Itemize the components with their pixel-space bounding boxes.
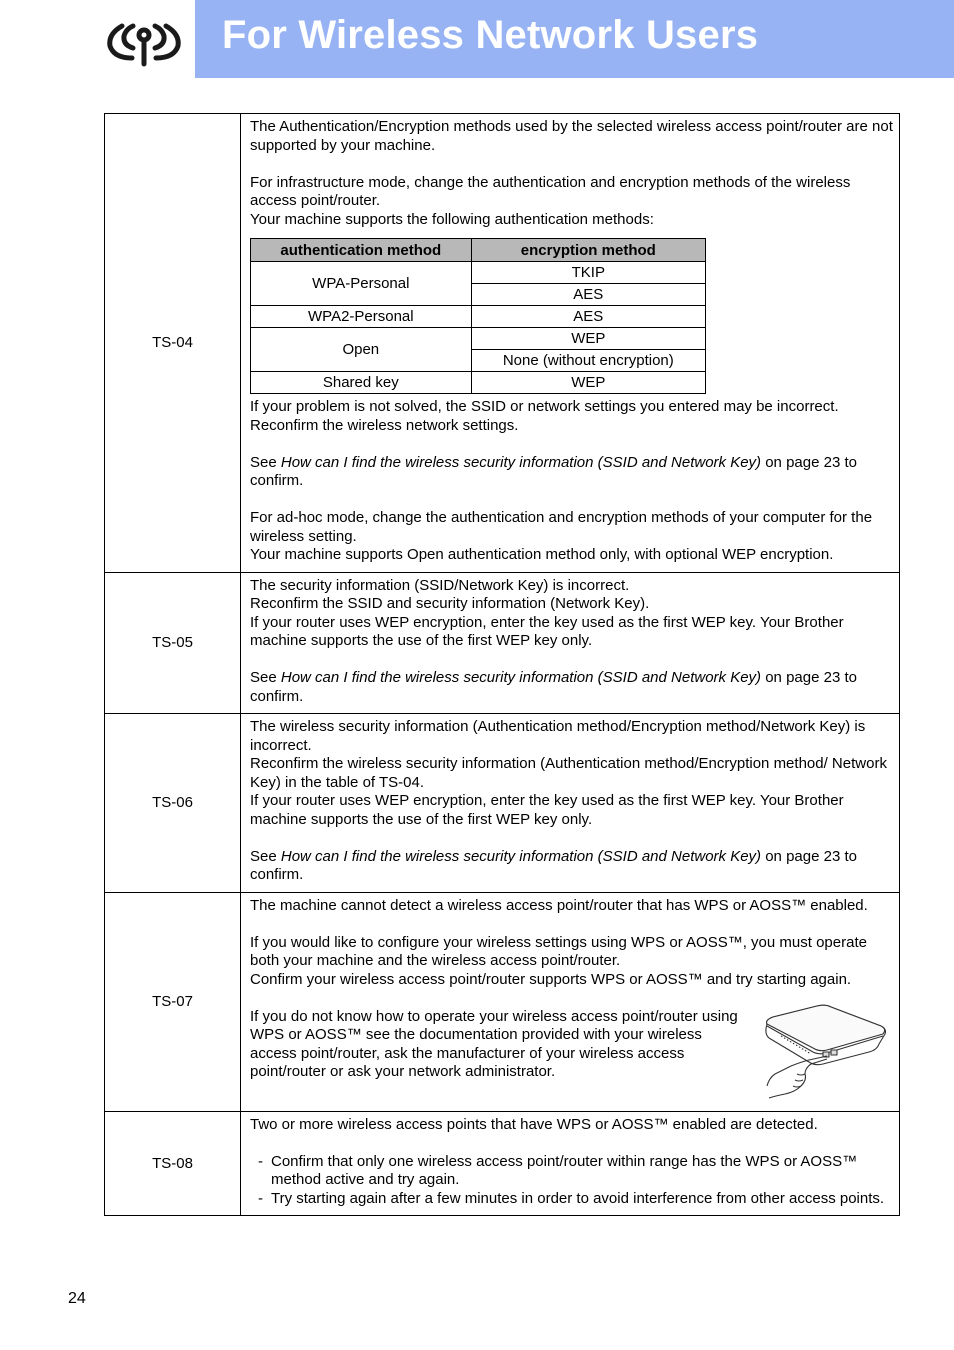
error-description [241, 714, 900, 893]
reference-title: How can I find the wireless security information (SSID and Network Key) [280, 847, 762, 865]
bullet-list [250, 1153, 897, 1209]
reference-title: How can I find the wireless security information (SSID and Network Key) [280, 669, 762, 686]
paragraph: The machine cannot detect a wireless access point/router that has WPS or AOSS™ enabled. [250, 896, 868, 914]
paragraph: Two or more wireless access points that have WPS or AOSS™ enabled are detected. [250, 1115, 818, 1133]
router-illustration [761, 1004, 889, 1104]
error-description [241, 572, 900, 714]
auth-cell: Shared key [251, 372, 472, 394]
list-item: - Try starting again after a few minutes in order to avoid interference from other access points. [258, 1190, 897, 1209]
enc-cell: WEP [471, 372, 705, 394]
error-code: TS-07 [105, 892, 241, 1111]
error-code: TS-08 [105, 1111, 241, 1216]
error-code: TS-05 [105, 572, 241, 714]
table-header: authentication method [251, 239, 472, 262]
auth-cell: WPA-Personal [251, 262, 472, 306]
paragraph: Confirm your wireless access point/router supports WPS or AOSS™ and try starting again. [250, 970, 852, 988]
page-title: For Wireless Network Users [222, 13, 759, 57]
list-item: - Confirm that only one wireless access point/router within range has the WPS or AOSS™ method active and try again. [258, 1153, 897, 1190]
paragraph: For ad-hoc mode, change the authentication and encryption methods of your computer for the wireless setting. [250, 509, 873, 545]
enc-cell: None (without encryption) [471, 350, 705, 372]
page-number: 24 [68, 1290, 86, 1307]
reference-title: How can I find the wireless security information (SSID and Network Key) [280, 453, 762, 471]
paragraph: Reconfirm the SSID and security information (Network Key). [250, 595, 650, 612]
paragraph: The Authentication/Encryption methods used by the selected wireless access point/router are not supported by your machine. [250, 118, 893, 154]
paragraph: If your problem is not solved, the SSID or network settings you entered may be incorrect. Reconfirm the wireless network settings. [250, 398, 839, 434]
table-row [105, 892, 900, 1111]
paragraph: Your machine supports Open authentication method only, with optional WEP encryption. [250, 546, 834, 563]
see-reference: See How can I find the wireless security information (SSID and Network Key) on page 23 to confirm. [250, 453, 857, 489]
auth-cell: WPA2-Personal [251, 306, 472, 328]
troubleshooting-table [104, 113, 900, 1216]
see-reference: See How can I find the wireless security information (SSID and Network Key) on page 23 to confirm. [250, 669, 857, 705]
table-row [105, 1111, 900, 1216]
paragraph: The wireless security information (Authentication method/Encryption method/Network Key) is incorrect. [250, 718, 866, 754]
paragraph: The security information (SSID/Network Key) is incorrect. [250, 576, 630, 594]
table-row [105, 572, 900, 714]
see-reference: See How can I find the wireless security information (SSID and Network Key) on page 23 to confirm. [250, 847, 857, 883]
auth-method-table [250, 238, 706, 394]
error-description [241, 892, 900, 1111]
paragraph: If you do not know how to operate your wireless access point/router using WPS or AOSS™ see the documentation provided with your wireless access point/router, ask the manufacturer of your wireless access point/router or ask your network administrator. [250, 1007, 738, 1080]
enc-cell: WEP [471, 328, 705, 350]
auth-cell: Open [251, 328, 472, 372]
table-row [105, 114, 900, 573]
wifi-icon [102, 14, 186, 68]
error-code: TS-06 [105, 714, 241, 893]
error-description [241, 114, 900, 573]
error-code: TS-04 [105, 114, 241, 573]
enc-cell: TKIP [471, 262, 705, 284]
table-header: encryption method [471, 239, 705, 262]
paragraph: Your machine supports the following authentication methods: [250, 210, 654, 228]
enc-cell: AES [471, 284, 705, 306]
paragraph: Reconfirm the wireless security information (Authentication method/Encryption method/ Network Key) in the table of TS-04. [250, 755, 887, 791]
paragraph: For infrastructure mode, change the authentication and encryption methods of the wireless access point/router. [250, 173, 851, 209]
paragraph: If your router uses WEP encryption, enter the key used as the first WEP key. Your Brother machine supports the use of the first WEP key only. [250, 613, 844, 649]
paragraph: If you would like to configure your wireless settings using WPS or AOSS™, you must operate both your machine and the wireless access point/router. [250, 933, 867, 969]
paragraph: If your router uses WEP encryption, enter the key used as the first WEP key. Your Brother machine supports the use of the first WEP key only. [250, 792, 844, 828]
table-row [105, 714, 900, 893]
enc-cell: AES [471, 306, 705, 328]
error-description [241, 1111, 900, 1216]
